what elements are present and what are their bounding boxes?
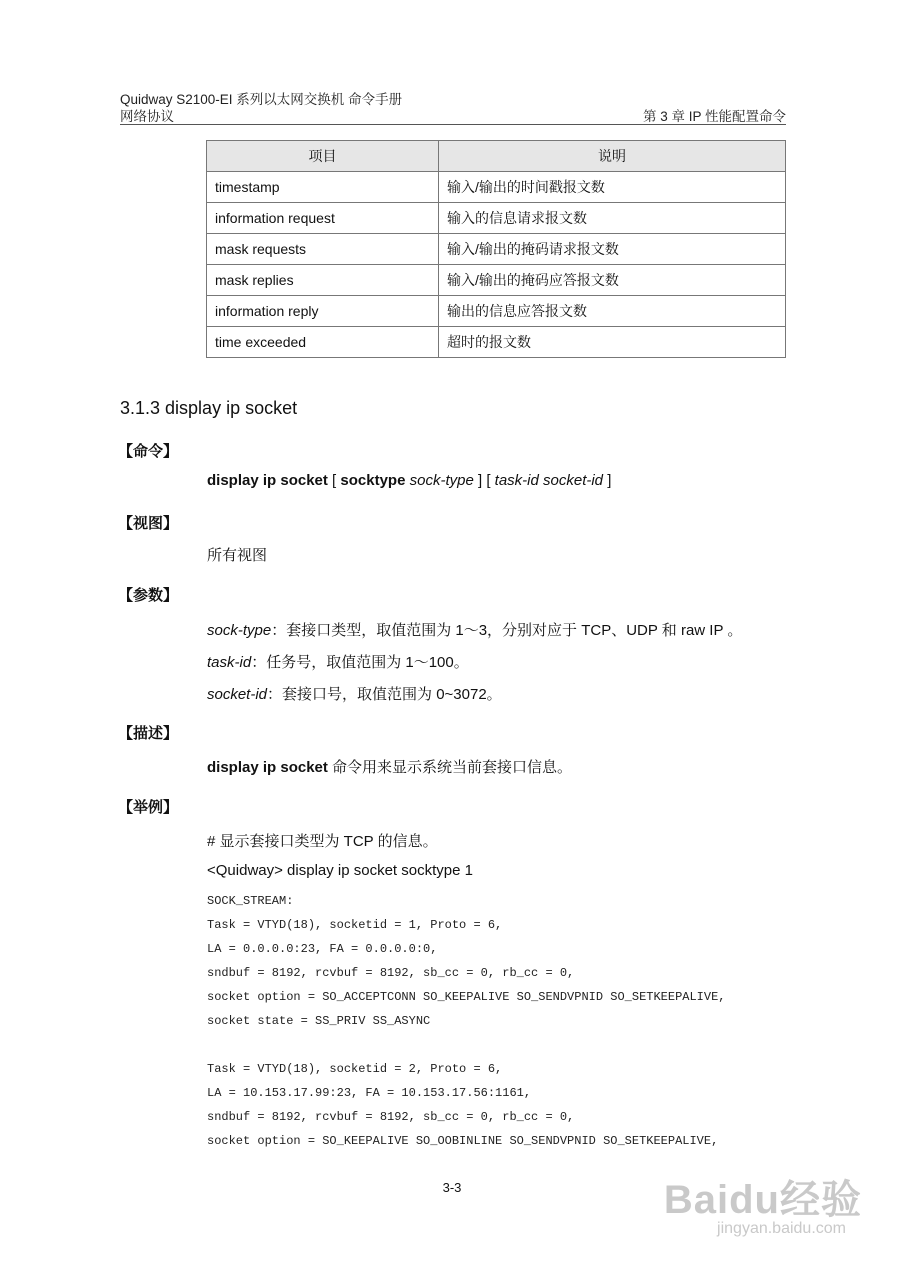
table-cell: 超时的报文数 (439, 327, 786, 358)
param-socket-id (207, 683, 502, 704)
output-line: LA = 0.0.0.0:23, FA = 0.0.0.0:0, (207, 942, 438, 956)
command-bracket: ] (603, 472, 612, 489)
table-cell: 输入/输出的掩码应答报文数 (439, 265, 786, 296)
param-sock-type (207, 619, 742, 640)
output-line: socket option = SO_ACCEPTCONN SO_KEEPALIVE SO_SENDVPNID SO_SETKEEPALIVE, (207, 990, 726, 1004)
table-row (207, 265, 786, 296)
table-cell: time exceeded (207, 327, 439, 358)
param-name: sock-type (207, 622, 272, 639)
table-row (207, 296, 786, 327)
table-cell: mask replies (207, 265, 439, 296)
label-command: 【命令】 (118, 443, 179, 460)
table-cell: information reply (207, 296, 439, 327)
output-line: socket state = SS_PRIV SS_ASYNC (207, 1014, 431, 1028)
counter-table (206, 140, 786, 358)
param-name: socket-id (207, 686, 268, 703)
command-keyword: socktype (340, 472, 406, 489)
example-prompt: <Quidway> display ip socket socktype 1 (207, 862, 473, 879)
table-cell: 输入的信息请求报文数 (439, 203, 786, 234)
table-row (207, 327, 786, 358)
output-line: sndbuf = 8192, rcvbuf = 8192, sb_cc = 0, rb_cc = 0, (207, 966, 575, 980)
table-row (207, 172, 786, 203)
output-line: Task = VTYD(18), socketid = 1, Proto = 6, (207, 918, 503, 932)
param-text: ：任务号，取值范围为 1～100。 (251, 654, 469, 671)
command-bracket: ] [ (473, 472, 495, 489)
table-cell: 输入/输出的时间戳报文数 (439, 172, 786, 203)
output-line: socket option = SO_KEEPALIVE SO_OOBINLINE SO_SENDVPNID SO_SETKEEPALIVE, (207, 1134, 719, 1148)
command-bracket: [ (327, 472, 341, 489)
watermark-url: jingyan.baidu.com (717, 1220, 846, 1237)
command-keyword: display ip socket (207, 472, 328, 489)
param-text: ：套接口类型，取值范围为 1～3，分别对应于 TCP、UDP 和 raw IP 。 (271, 622, 743, 639)
output-line: SOCK_STREAM: (207, 894, 294, 908)
label-params: 【参数】 (118, 587, 179, 604)
table-header-row (207, 141, 786, 172)
table-cell: 输入/输出的掩码请求报文数 (439, 234, 786, 265)
description-keyword: display ip socket (207, 759, 328, 776)
label-example: 【举例】 (118, 799, 179, 816)
command-syntax (207, 472, 611, 489)
label-description: 【描述】 (118, 725, 179, 742)
watermark-logo: Baidu经验 (663, 1178, 862, 1222)
label-view: 【视图】 (118, 515, 179, 532)
header-section: 网络协议 (120, 109, 174, 124)
table-row (207, 203, 786, 234)
param-task-id (207, 651, 469, 672)
command-argument: sock-type (405, 472, 474, 489)
table-cell: 输出的信息应答报文数 (439, 296, 786, 327)
param-name: task-id (207, 654, 252, 671)
table-header-item: 项目 (207, 141, 439, 172)
table-cell: timestamp (207, 172, 439, 203)
command-argument: task-id socket-id (494, 472, 604, 489)
section-title: 3.1.3 display ip socket (120, 398, 298, 418)
example-comment: # 显示套接口类型为 TCP 的信息。 (207, 833, 438, 850)
page-number: 3-3 (442, 1180, 462, 1195)
table-cell: mask requests (207, 234, 439, 265)
description-body: 命令用来显示系统当前套接口信息。 (327, 759, 573, 776)
view-text: 所有视图 (207, 547, 268, 564)
header-chapter: 第 3 章 IP 性能配置命令 (642, 109, 786, 124)
output-line: sndbuf = 8192, rcvbuf = 8192, sb_cc = 0, rb_cc = 0, (207, 1110, 575, 1124)
table-cell: information request (207, 203, 439, 234)
output-line: Task = VTYD(18), socketid = 2, Proto = 6, (207, 1062, 503, 1076)
header-title: Quidway S2100-EI 系列以太网交换机 命令手册 (120, 92, 403, 107)
header-rule (120, 124, 786, 125)
description-text (207, 756, 572, 777)
table-header-desc: 说明 (439, 141, 786, 172)
param-text: ：套接口号，取值范围为 0~3072。 (267, 686, 502, 703)
output-line: LA = 10.153.17.99:23, FA = 10.153.17.56:1161, (207, 1086, 532, 1100)
table-row (207, 234, 786, 265)
